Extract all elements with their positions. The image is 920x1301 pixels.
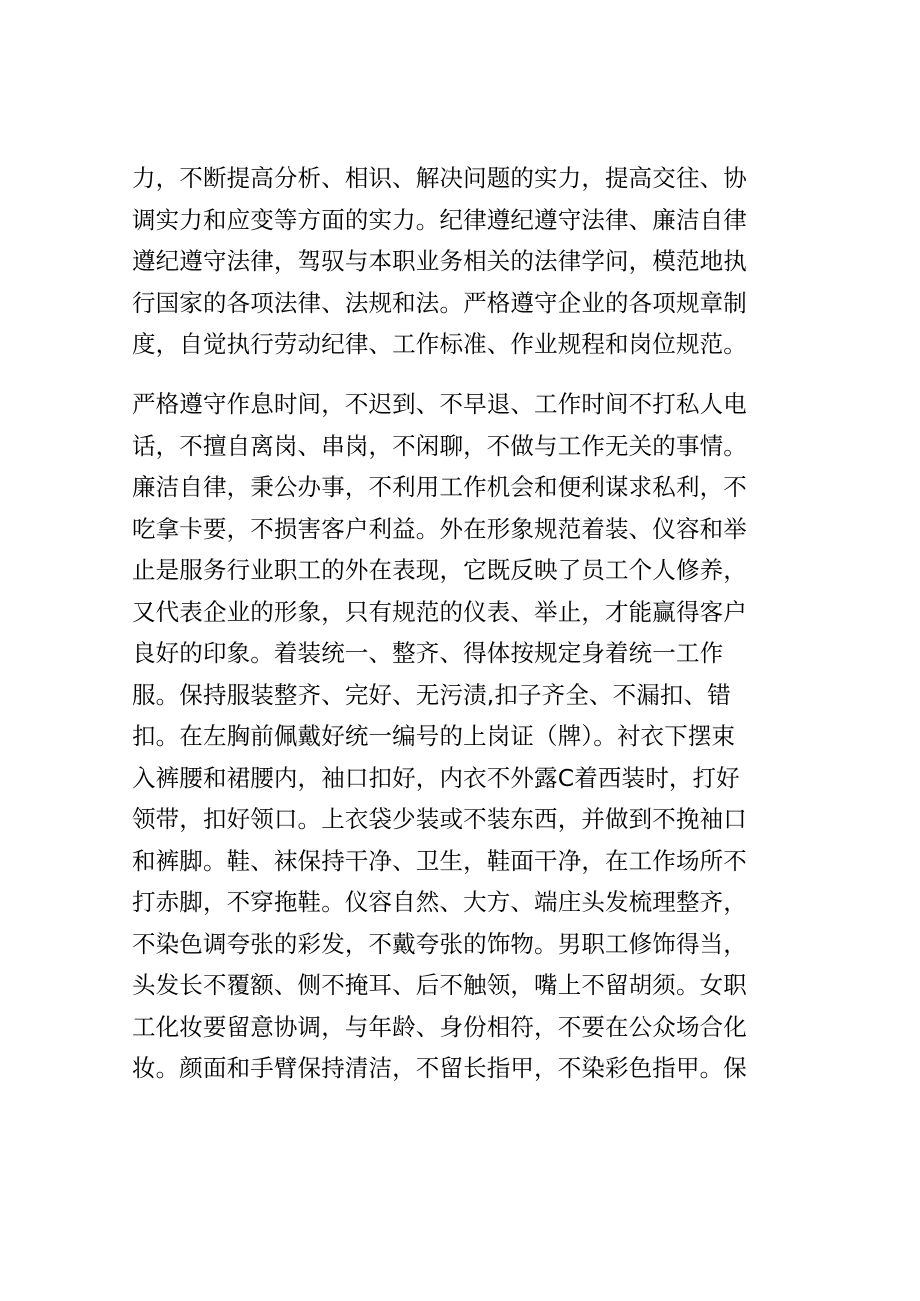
text-line: 头发长不覆额、侧不掩耳、后不触领，嘴上不留胡须。女职	[132, 971, 747, 999]
text-line: 度，自觉执行劳动纪律、工作标准、作业规程和岗位规范。	[132, 330, 747, 358]
text-line: 吃拿卡要，不损害客户利益。外在形象规范着装、仪容和举	[132, 514, 747, 543]
text-line: 调实力和应变等方面的实力。纪律遵纪遵守法律、廉洁自律	[132, 205, 747, 234]
text-line: 打赤脚，不穿拖鞋。仪容自然、大方、端庄头发梳理整齐，	[132, 888, 747, 916]
text-line: 力，不断提高分析、相识、解决问题的实力，提高交往、协	[132, 164, 747, 192]
text-line: 不染色调夸张的彩发，不戴夸张的饰物。男职工修饰得当，	[132, 929, 747, 958]
text-line: 廉洁自律，秉公办事，不利用工作机会和便利谋求私利，不	[132, 473, 747, 501]
text-line: 领带，扣好领口。上衣袋少装或不装东西，并做到不挽袖口	[132, 805, 747, 833]
paragraph-2	[132, 384, 792, 1090]
text-line: 妆。颜面和手臂保持清洁，不留长指甲，不染彩色指甲。保	[132, 1054, 747, 1082]
text-line: 止是服务行业职工的外在表现，它既反映了员工个人修养，	[132, 556, 747, 584]
text-line: 严格遵守作息时间，不迟到、不早退、工作时间不打私人电	[132, 390, 747, 418]
text-line: 工化妆要留意协调，与年龄、身份相符，不要在公众场合化	[132, 1012, 747, 1041]
text-line: 入裤腰和裙腰内，袖口扣好，内衣不外露C着西装时，打好	[132, 763, 740, 792]
text-line: 又代表企业的形象，只有规范的仪表、举止，才能赢得客户	[132, 597, 747, 626]
text-line: 和裤脚。鞋、袜保持干净、卫生，鞋面干净，在工作场所不	[132, 846, 747, 875]
text-line: 行国家的各项法律、法规和法。严格遵守企业的各项规章制	[132, 288, 747, 317]
paragraph-1	[132, 158, 792, 366]
text-line: 话，不擅自离岗、串岗，不闲聊，不做与工作无关的事情。	[132, 431, 747, 460]
text-line: 遵纪遵守法律，驾驭与本职业务相关的法律学问，模范地执	[132, 247, 747, 275]
text-line: 扣。在左胸前佩戴好统一编号的上岗证（牌）。衬衣下摆束	[132, 722, 736, 750]
text-line: 服。保持服装整齐、完好、无污渍,扣子齐全、不漏扣、错	[132, 680, 731, 709]
text-line: 良好的印象。着装统一、整齐、得体按规定身着统一工作	[132, 639, 724, 667]
